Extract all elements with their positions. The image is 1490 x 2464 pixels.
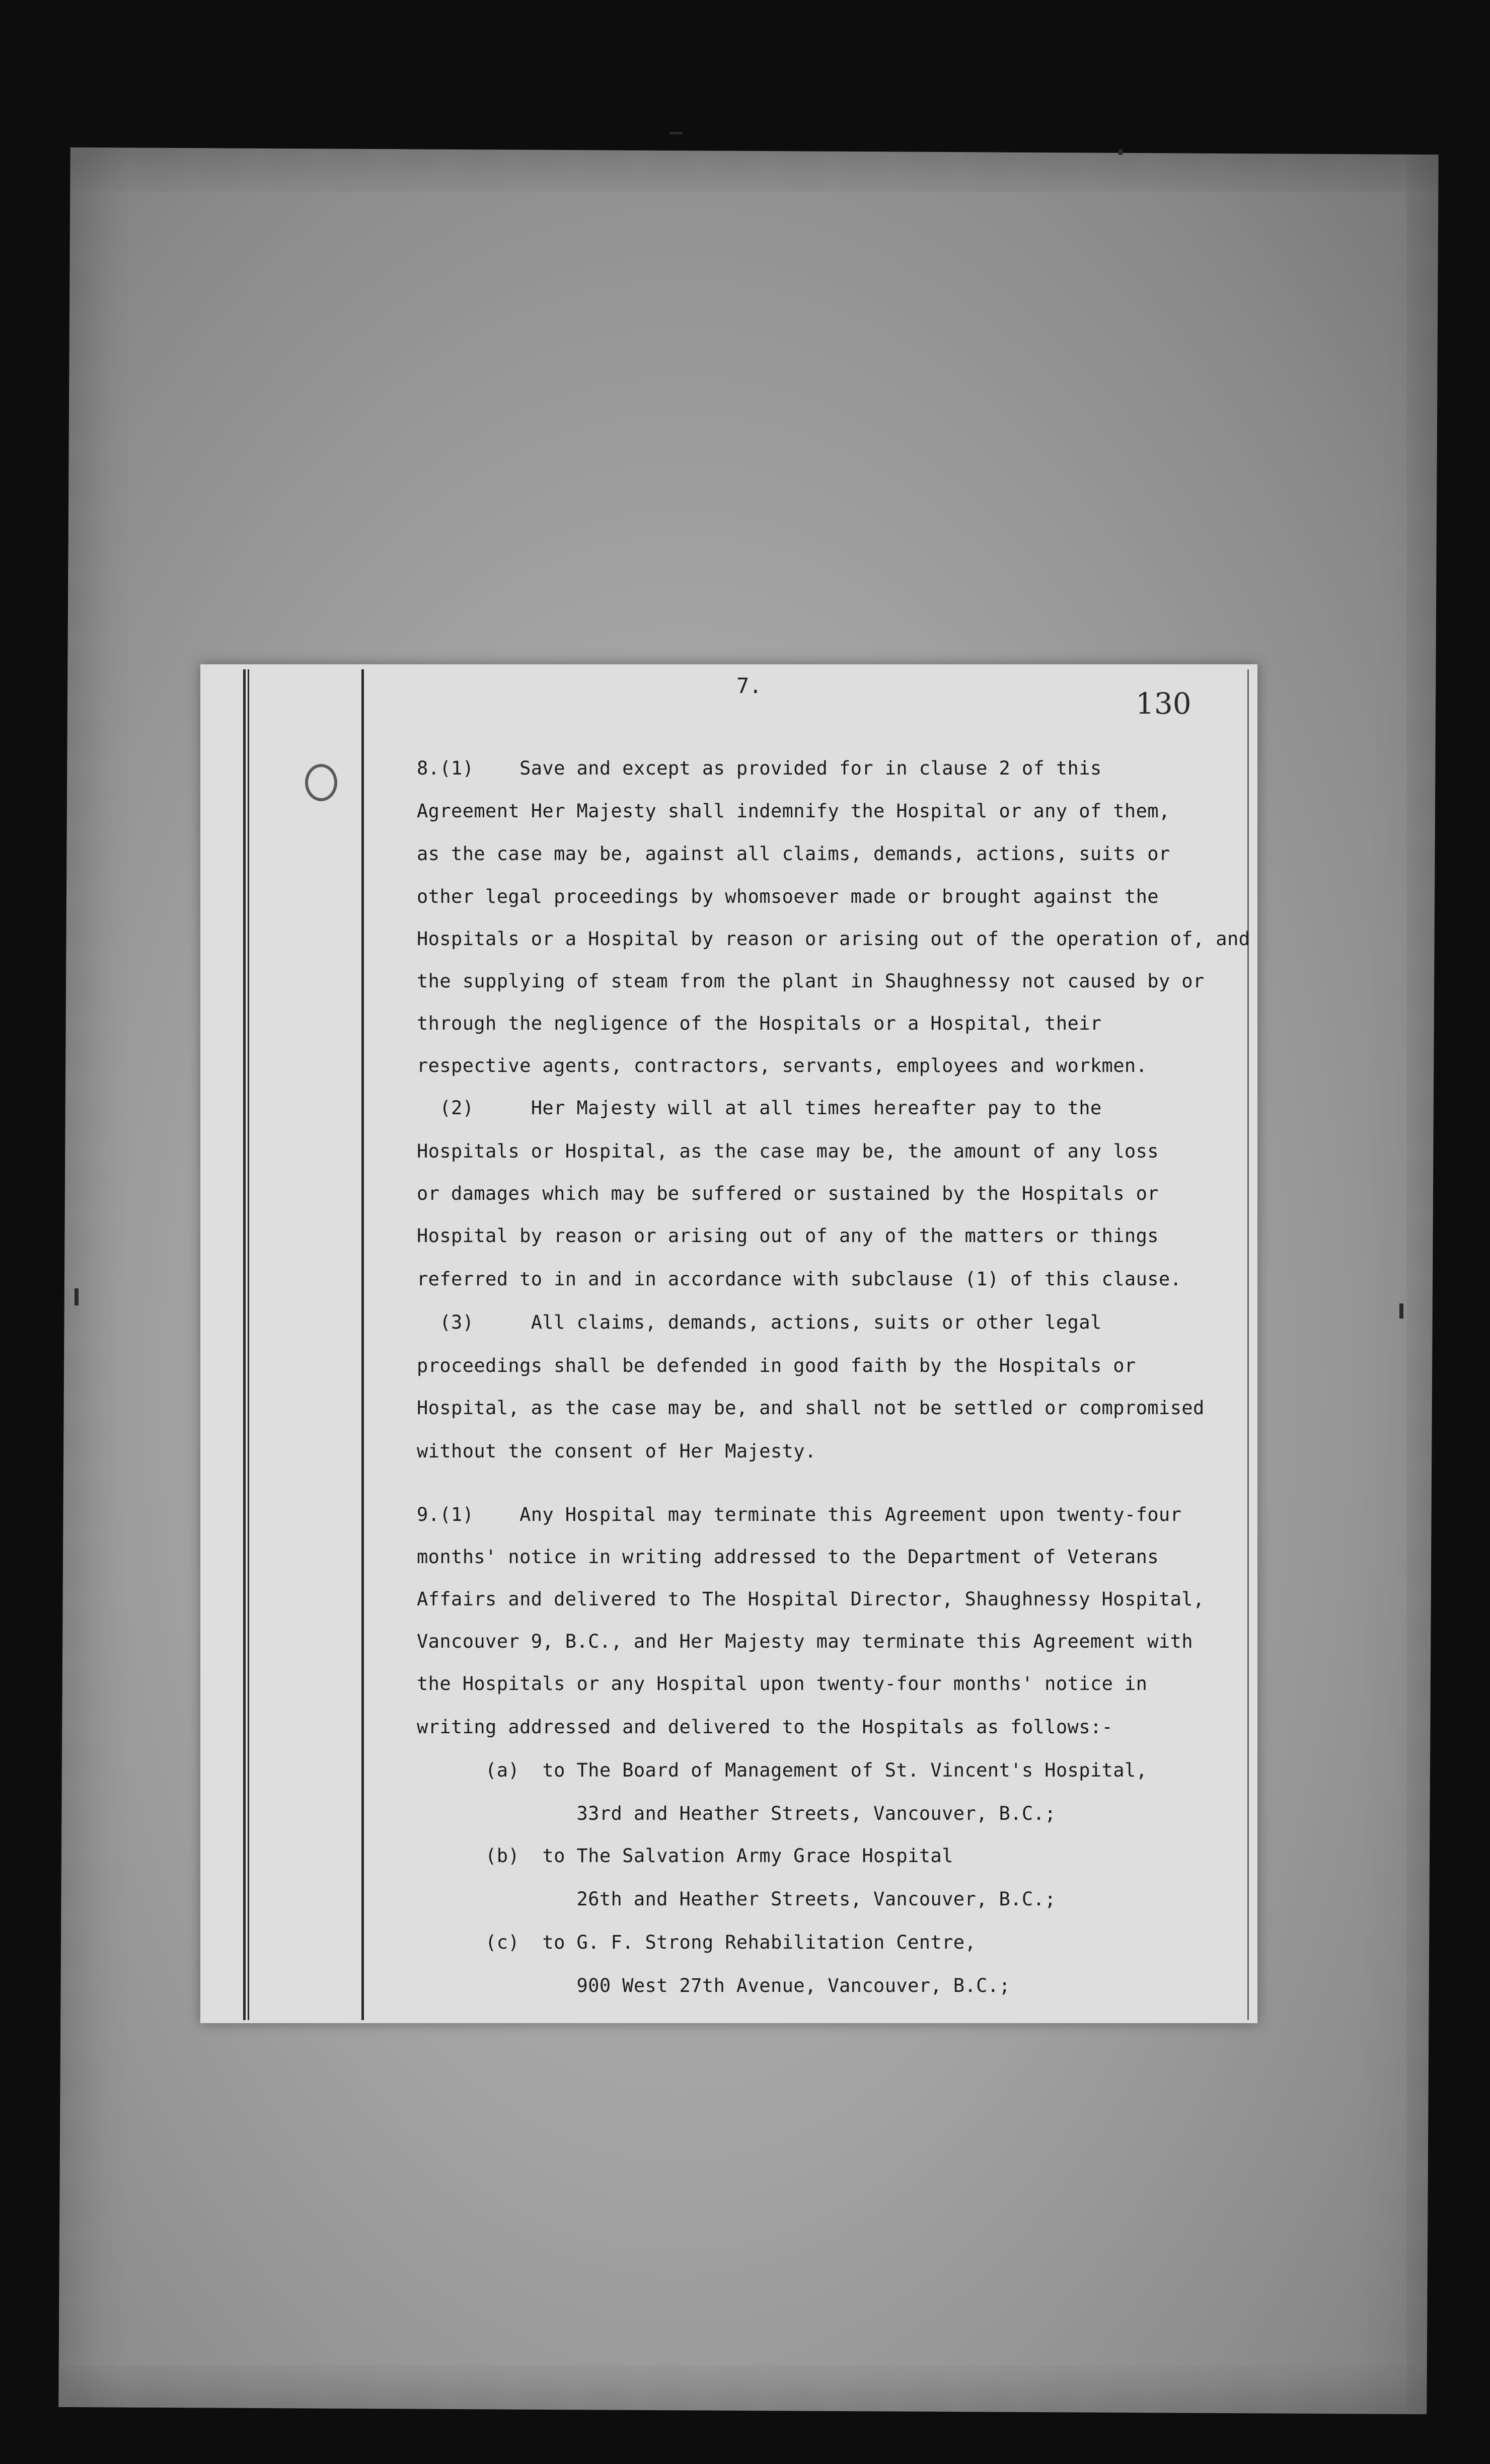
margin-rule <box>243 669 246 2020</box>
text-line: Agreement Her Majesty shall indemnify the Hospital or any of them, <box>417 800 1170 822</box>
folio-number: 130 <box>1136 686 1191 721</box>
text-line: (a) to The Board of Management of St. Vincent's Hospital, <box>417 1759 1148 1781</box>
text-line: Affairs and delivered to The Hospital Director, Shaughnessy Hospital, <box>417 1588 1205 1610</box>
dust-mark <box>74 1288 79 1305</box>
text-line: 33rd and Heather Streets, Vancouver, B.C.; <box>417 1803 1056 1824</box>
text-line: 9.(1) Any Hospital may terminate this Agreement upon twenty-four <box>417 1504 1182 1525</box>
text-line: as the case may be, against all claims, demands, actions, suits or <box>417 843 1170 865</box>
dust-mark <box>1119 149 1123 155</box>
text-line: or damages which may be suffered or sustained by the Hospitals or <box>417 1183 1159 1204</box>
text-line: (2) Her Majesty will at all times hereafter pay to the <box>417 1097 1102 1119</box>
page-number: 7. <box>736 673 762 698</box>
text-line: the supplying of steam from the plant in Shaughnessy not caused by or <box>417 970 1205 992</box>
text-line: other legal proceedings by whomsoever made or brought against the <box>417 886 1159 907</box>
text-line: writing addressed and delivered to the Hospitals as follows:- <box>417 1716 1113 1738</box>
margin-rule <box>361 669 364 2020</box>
text-line: (c) to G. F. Strong Rehabilitation Centre, <box>417 1932 977 1953</box>
text-line: 900 West 27th Avenue, Vancouver, B.C.; <box>417 1975 1011 1996</box>
text-line: the Hospitals or any Hospital upon twenty-four months' notice in <box>417 1673 1148 1695</box>
text-line: Vancouver 9, B.C., and Her Majesty may terminate this Agreement with <box>417 1631 1193 1652</box>
text-line: without the consent of Her Majesty. <box>417 1440 816 1462</box>
text-line: (b) to The Salvation Army Grace Hospital <box>417 1845 953 1867</box>
text-line: respective agents, contractors, servants, employees and workmen. <box>417 1055 1148 1076</box>
text-line: 8.(1) Save and except as provided for in clause 2 of this <box>417 757 1102 779</box>
text-line: Hospital, as the case may be, and shall not be settled or compromised <box>417 1397 1205 1419</box>
text-line: Hospitals or Hospital, as the case may be, the amount of any loss <box>417 1140 1159 1162</box>
text-line: proceedings shall be defended in good faith by the Hospitals or <box>417 1355 1136 1376</box>
margin-rule <box>1247 669 1249 2020</box>
margin-rule <box>248 669 249 2020</box>
text-line: (3) All claims, demands, actions, suits or other legal <box>417 1312 1102 1333</box>
document-page <box>200 664 1257 2023</box>
text-line: through the negligence of the Hospitals or a Hospital, their <box>417 1013 1102 1034</box>
text-line: Hospitals or a Hospital by reason or arising out of the operation of, and <box>417 928 1250 950</box>
text-line: Hospital by reason or arising out of any of the matters or things <box>417 1225 1159 1247</box>
punch-hole <box>305 764 337 801</box>
text-line: 26th and Heather Streets, Vancouver, B.C.; <box>417 1888 1056 1910</box>
text-line: months' notice in writing addressed to the Department of Veterans <box>417 1546 1159 1568</box>
dust-mark <box>1399 1303 1403 1319</box>
dust-mark <box>669 132 683 134</box>
text-line: referred to in and in accordance with subclause (1) of this clause. <box>417 1268 1182 1290</box>
